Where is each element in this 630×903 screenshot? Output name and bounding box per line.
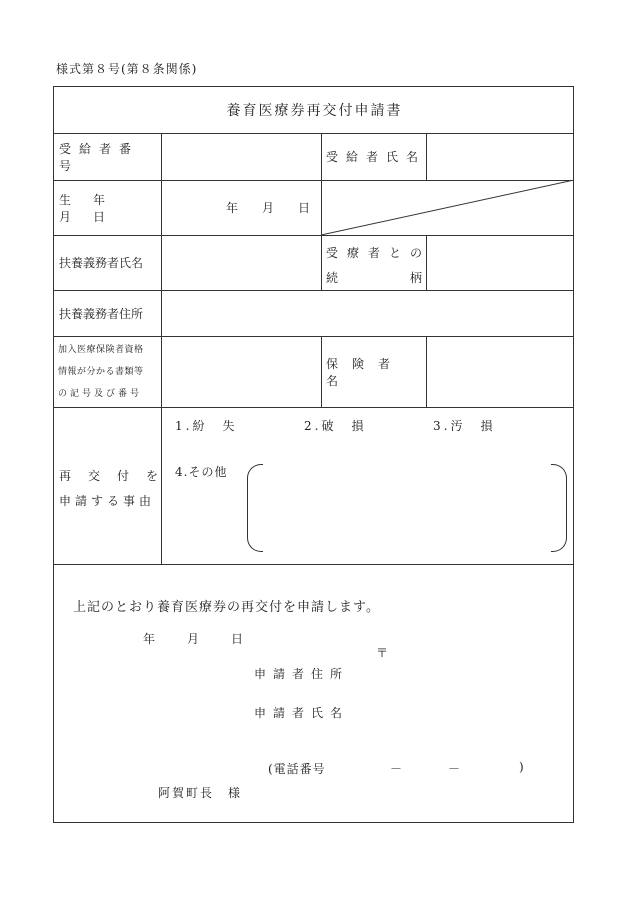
reason-option-lost[interactable]: 1.紛 失 bbox=[175, 419, 238, 433]
label-recipient-name: 受給者氏名 bbox=[326, 150, 427, 164]
reason-option-other[interactable]: 4.その他 bbox=[175, 465, 228, 479]
label-guardian-address: 扶養義務者住所 bbox=[59, 306, 144, 321]
postal-code-mark: 〒 bbox=[376, 646, 389, 660]
reason-option-soiled[interactable]: 3.汚 損 bbox=[433, 419, 496, 433]
label-relation-line1: 受療者との bbox=[326, 246, 432, 260]
phone-separator: － bbox=[448, 762, 461, 776]
addressee-mayor: 阿賀町長 様 bbox=[158, 786, 243, 800]
form-title: 養育医療券再交付申請書 bbox=[226, 103, 403, 119]
label-insurance-line3: の記号及び番号 bbox=[58, 389, 143, 399]
row-divider bbox=[54, 564, 573, 565]
birth-month-unit: 月 bbox=[262, 201, 275, 215]
guardian-name-field[interactable] bbox=[162, 236, 320, 289]
recipient-name-field[interactable] bbox=[427, 134, 572, 179]
label-insurance-line2: 情報が分かる書類等 bbox=[58, 367, 144, 377]
applicant-name-field[interactable] bbox=[364, 698, 564, 722]
other-reason-left-bracket bbox=[247, 464, 263, 552]
label-phone-number: (電話番号 bbox=[268, 762, 326, 776]
label-reason-line2: 申請する事由 bbox=[59, 494, 156, 508]
phone-separator: － bbox=[390, 762, 403, 776]
label-relation-line2 bbox=[326, 269, 422, 286]
column-divider bbox=[321, 336, 322, 407]
label-guardian-name: 扶養義務者氏名 bbox=[59, 256, 144, 270]
birth-year-unit: 年 bbox=[226, 201, 239, 215]
diagonal-strike-line bbox=[321, 180, 574, 236]
application-form-table bbox=[53, 86, 574, 823]
insurance-number-field[interactable] bbox=[162, 337, 320, 406]
label-recipient-number: 受給者番号 bbox=[59, 141, 140, 173]
birth-date-field[interactable] bbox=[162, 181, 320, 234]
guardian-address-field[interactable] bbox=[162, 291, 572, 335]
relation-line2-char: 続 bbox=[326, 271, 339, 285]
relation-field[interactable] bbox=[427, 236, 572, 289]
other-reason-field[interactable] bbox=[266, 467, 548, 549]
other-reason-right-bracket bbox=[551, 464, 567, 552]
label-applicant-address: 申請者住所 bbox=[254, 667, 350, 681]
label-applicant-name: 申請者氏名 bbox=[254, 706, 350, 720]
label-insurer-name: 保険者名 bbox=[326, 356, 405, 388]
insurer-name-field[interactable] bbox=[427, 337, 572, 406]
applicant-address-field[interactable] bbox=[364, 659, 564, 683]
declaration-year-unit: 年 bbox=[143, 632, 156, 646]
declaration-day-unit: 日 bbox=[231, 632, 244, 646]
declaration-statement: 上記のとおり養育医療券の再交付を申請します。 bbox=[73, 600, 380, 615]
label-insurance-line1: 加入医療保険者資格 bbox=[58, 345, 144, 355]
declaration-month-unit: 月 bbox=[187, 632, 200, 646]
reason-option-damaged[interactable]: 2.破 損 bbox=[304, 419, 367, 433]
label-birth-date: 生年月日 bbox=[59, 192, 128, 224]
phone-close-paren: ) bbox=[519, 760, 524, 774]
row-divider bbox=[54, 407, 573, 408]
recipient-number-field[interactable] bbox=[162, 134, 320, 179]
label-reason-line1: 再交付を bbox=[59, 469, 176, 483]
form-number-label: 様式第８号(第８条関係) bbox=[56, 62, 198, 76]
relation-line2-char: 柄 bbox=[409, 271, 422, 285]
birth-day-unit: 日 bbox=[298, 201, 311, 215]
phone-number-field[interactable] bbox=[336, 755, 516, 777]
